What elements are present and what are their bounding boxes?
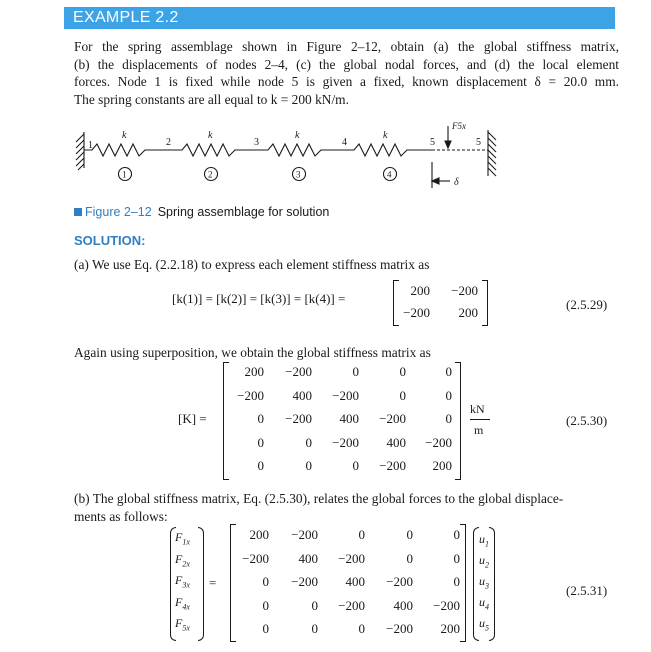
intro-line: forces. Node 1 is fixed while node 5 is given a fixed, known displacement δ = 20.0 mm. [74, 74, 619, 89]
matrix-cell: 200 [410, 283, 430, 298]
spring-1 [84, 144, 166, 156]
matrix-cell: 200 [249, 527, 269, 542]
vector-entry: $u_3$ [479, 574, 489, 591]
part-b-line: ments as follows: [74, 508, 168, 524]
matrix-cell: 0 [399, 387, 406, 403]
matrix-cell: −200 [403, 305, 430, 320]
matrix-cell: −200 [338, 597, 365, 613]
delta-label: δ [454, 177, 459, 188]
element-label: 1 [122, 169, 127, 180]
node-label: 5 [430, 137, 435, 148]
matrix-cell: −200 [433, 597, 460, 613]
eq1-number: (2.5.29) [566, 297, 608, 312]
matrix-cell: 200 [244, 364, 264, 379]
eq1-bracket-right [482, 280, 488, 326]
matrix-cell: 0 [445, 364, 452, 379]
vector-entry: $F_{2x}$ [175, 551, 190, 568]
intro-line: For the spring assemblage shown in Figure 2–12, obtain (a) the global stiffness matrix, [74, 39, 619, 54]
spring-label: k [295, 130, 300, 141]
matrix-cell: 0 [453, 550, 460, 566]
solution-heading: SOLUTION: [74, 233, 146, 248]
vector-entry: $u_1$ [479, 532, 489, 549]
matrix-cell: −200 [291, 527, 318, 542]
matrix-cell: 400 [339, 411, 359, 426]
element-label: 2 [208, 169, 213, 180]
spring-2 [166, 144, 252, 156]
delta-arrowhead [432, 178, 439, 184]
matrix-cell: 0 [257, 434, 264, 450]
matrix-cell: 0 [262, 621, 269, 636]
matrix-cell: 0 [358, 527, 365, 542]
matrix-cell: 0 [311, 621, 318, 636]
matrix-cell: 0 [358, 621, 365, 636]
vector-entry: $u_2$ [479, 553, 489, 570]
intro-line: The spring constants are all equal to k = 200 kN/m. [74, 91, 349, 107]
matrix-cell: −200 [379, 458, 406, 473]
element-label: 3 [296, 169, 301, 180]
matrix-cell: 0 [453, 574, 460, 589]
intro-line: (b) the displacements of nodes 2–4, (c) the global nodal forces, and (d) the local element [74, 56, 619, 72]
node-label: 1 [88, 140, 93, 151]
vector-entry: $F_{3x}$ [175, 573, 190, 590]
matrix-cell: −200 [332, 387, 359, 403]
units-denominator: m [474, 423, 484, 437]
force-vector-brace-right [198, 527, 204, 641]
matrix-cell: −200 [237, 387, 264, 403]
spring-label: k [208, 130, 213, 141]
matrix-cell: 200 [432, 458, 452, 473]
matrix-cell: 0 [399, 364, 406, 379]
matrix-cell: −200 [425, 434, 452, 450]
matrix-cell: 0 [257, 458, 264, 473]
matrix-cell: 400 [345, 574, 365, 589]
problem-statement [74, 38, 619, 108]
superposition-text: Again using superposition, we obtain the global stiffness matrix as [74, 345, 431, 360]
matrix-cell: −200 [338, 550, 365, 566]
left-wall-hatch [76, 134, 84, 170]
matrix-cell: 200 [458, 305, 478, 320]
matrix-cell: 0 [352, 364, 359, 379]
eq3-bracket-right [460, 524, 466, 642]
matrix-cell: 0 [445, 411, 452, 426]
matrix-cell: 400 [386, 434, 406, 450]
matrix-cell: 400 [393, 597, 413, 613]
matrix-cell: −200 [386, 621, 413, 636]
matrix-cell: 0 [262, 597, 269, 613]
matrix-cell: −200 [332, 434, 359, 450]
matrix-cell: −200 [291, 574, 318, 589]
matrix-cell: −200 [386, 574, 413, 589]
matrix-cell: −200 [242, 550, 269, 566]
matrix-cell: 200 [440, 621, 460, 636]
matrix-cell: −200 [285, 364, 312, 379]
element-label: 4 [387, 169, 392, 180]
spring-assemblage-figure [70, 118, 510, 200]
eq3-number: (2.5.31) [566, 583, 608, 598]
units-fraction-bar [470, 419, 490, 420]
vector-entry: $F_{5x}$ [175, 616, 190, 633]
vector-entry: $F_{4x}$ [175, 594, 190, 611]
example-header [64, 7, 615, 29]
matrix-cell: 0 [257, 411, 264, 426]
eq3-equals: = [209, 575, 217, 590]
eq2-bracket-right [455, 362, 461, 480]
matrix-cell: 0 [453, 527, 460, 542]
units-numerator: kN [470, 402, 485, 416]
spring-4 [340, 144, 432, 156]
eq2-lhs: [K] = [178, 411, 207, 426]
part-b-line: (b) The global stiffness matrix, Eq. (2.5.30), relates the global forces to the global displace- [74, 491, 564, 506]
spring-label: k [383, 130, 388, 141]
vector-entry: $F_{1x}$ [175, 530, 190, 547]
disp-vector-brace-right [489, 527, 495, 641]
eq1-lhs: [k(1)] = [k(2)] = [k(3)] = [k(4)] = [172, 291, 346, 306]
matrix-cell: 0 [406, 527, 413, 542]
vector-entry: $u_5$ [479, 616, 489, 633]
matrix-cell: 0 [311, 597, 318, 613]
example-title: EXAMPLE 2.2 [73, 9, 179, 26]
matrix-cell: 0 [445, 387, 452, 403]
matrix-cell: −200 [379, 411, 406, 426]
node-label: 3 [254, 137, 259, 148]
node-label: 2 [166, 137, 171, 148]
force-label: F5x [452, 121, 466, 131]
force-arrowhead [445, 141, 451, 148]
matrix-cell: −200 [285, 411, 312, 426]
matrix-cell: −200 [451, 283, 478, 298]
spring-label: k [122, 130, 127, 141]
caption-number: Figure 2–12 [85, 205, 152, 219]
caption-marker [74, 208, 82, 216]
matrix-cell: 400 [292, 387, 312, 403]
spring-3 [252, 144, 340, 156]
figure-caption [74, 205, 329, 219]
matrix-cell: 400 [298, 550, 318, 566]
part-b-text [74, 490, 619, 525]
eq2-number: (2.5.30) [566, 413, 608, 428]
node-label: 5 [476, 137, 481, 148]
matrix-cell: 0 [305, 458, 312, 473]
matrix-cell: 0 [406, 550, 413, 566]
node-label: 4 [342, 137, 347, 148]
part-a-text: (a) We use Eq. (2.2.18) to express each element stiffness matrix as [74, 257, 430, 272]
matrix-cell: 0 [262, 574, 269, 589]
vector-entry: $u_4$ [479, 595, 489, 612]
right-wall-hatch [488, 132, 496, 176]
matrix-cell: 0 [352, 458, 359, 473]
caption-text: Spring assemblage for solution [157, 205, 330, 219]
matrix-cell: 0 [305, 434, 312, 450]
